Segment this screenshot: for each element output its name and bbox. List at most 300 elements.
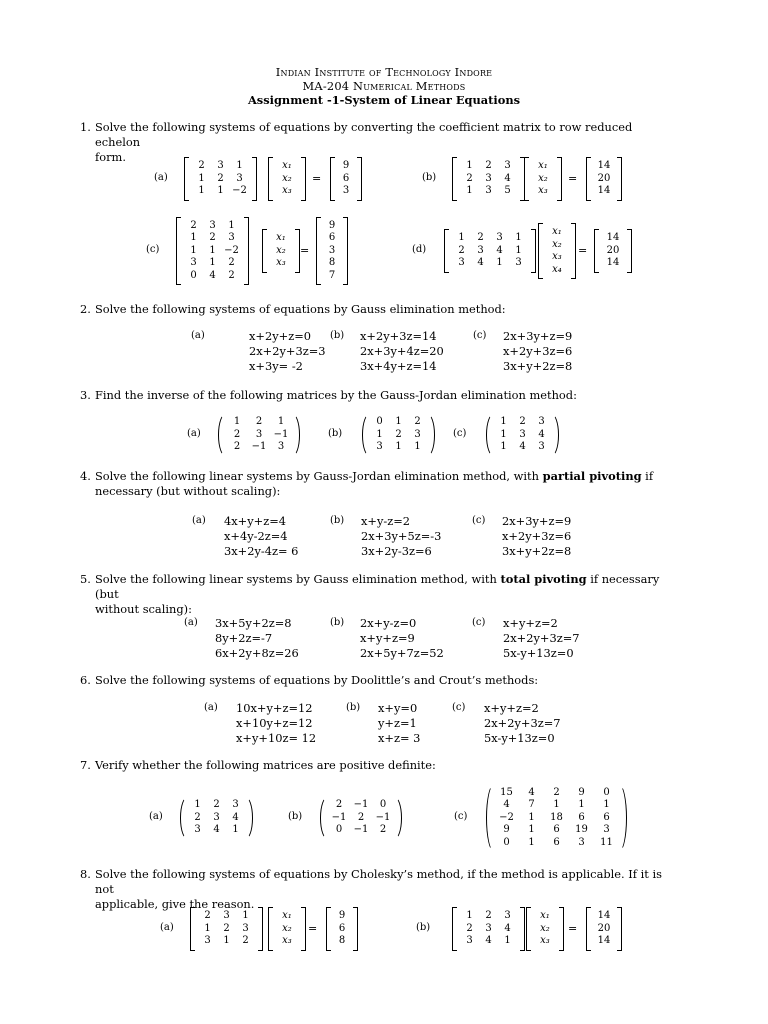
vector-entry: 14 — [597, 935, 611, 947]
coefficient-matrix — [444, 229, 536, 273]
matrix-entry: 0 — [379, 799, 387, 811]
variable: x₃ — [552, 251, 562, 262]
equation: 6x+2y+8z=26 — [215, 646, 299, 660]
matrix-entry: 2 — [233, 441, 241, 453]
variable: x₂ — [276, 244, 286, 256]
matrix-entry: 3 — [228, 232, 235, 244]
matrix-a — [218, 413, 300, 457]
institute-name: Indian Institute of Technology Indore — [275, 65, 493, 79]
label-a: (a) — [204, 702, 218, 713]
matrix-entry: 1 — [603, 799, 610, 811]
left-bracket — [320, 796, 328, 840]
label-b: (b) — [330, 330, 345, 341]
matrix-entry: 18 — [550, 811, 563, 823]
equation: 2x+3y+4z=20 — [360, 344, 444, 358]
rhs-vector — [586, 907, 622, 951]
label-c: (c) — [452, 702, 466, 713]
equation: y+z=1 — [378, 716, 417, 730]
matrix-entry: 1 — [209, 244, 216, 256]
q5-system-a — [215, 616, 299, 661]
label-b: (b) — [422, 172, 437, 183]
question-text: Verify whether the following matrices are positive definite: — [95, 758, 436, 772]
equals-sign: = — [578, 244, 588, 257]
equation: 2x+3y+5z=-3 — [361, 529, 442, 543]
label-a: (a) — [154, 172, 168, 183]
matrix-b — [362, 413, 435, 457]
equation: 5x-y+13z=0 — [484, 731, 555, 745]
matrix-entry: 4 — [213, 824, 220, 836]
matrix-entry: 1 — [414, 441, 421, 453]
matrix-entry: 1 — [190, 232, 197, 244]
matrix-entry: 6 — [578, 811, 585, 823]
variable: x₁ — [276, 232, 286, 244]
question-number: 3. — [80, 388, 91, 402]
coefficient-matrix — [452, 907, 525, 951]
question-text: Solve the following systems of equations by converting the coefficient matrix to row reduced echelon — [95, 120, 633, 149]
left-bracket — [180, 796, 188, 840]
variable: x₁ — [282, 160, 292, 172]
q5-system-b — [360, 616, 444, 661]
matrix-entry: −1 — [353, 824, 369, 836]
vector-entry: 8 — [328, 257, 336, 269]
matrix-entry: 1 — [466, 910, 473, 922]
matrix-entry: 3 — [485, 172, 492, 184]
equation: 3x+y+2z=8 — [502, 544, 572, 558]
matrix-entry: 1 — [528, 824, 535, 836]
question-number: 5. — [80, 572, 91, 586]
matrix-entry: 3 — [236, 172, 243, 184]
matrix-entry: 15 — [500, 786, 513, 798]
equation: x+y+z=2 — [484, 701, 539, 715]
question-8 — [80, 867, 680, 912]
left-bracket — [538, 223, 543, 279]
matrix-entry: 4 — [519, 441, 526, 453]
left-bracket — [184, 157, 189, 201]
equation: 4x+y+z=4 — [224, 514, 286, 528]
vector-entry: 14 — [606, 232, 620, 244]
unknowns-vector — [524, 157, 562, 201]
coefficient-matrix — [176, 217, 249, 286]
label-a: (a) — [192, 515, 206, 526]
equation: 5x-y+13z=0 — [503, 646, 574, 660]
question-3 — [80, 388, 680, 403]
matrix-entry: 3 — [190, 257, 197, 269]
equation: 2x+3y+z=9 — [503, 329, 573, 343]
matrix-entry: 1 — [376, 428, 383, 440]
left-bracket — [452, 907, 457, 951]
variable: x₃ — [282, 185, 292, 197]
left-bracket — [486, 413, 494, 457]
question-text: if — [641, 469, 654, 483]
left-bracket — [316, 217, 321, 286]
matrix-entry: 3 — [204, 935, 211, 947]
matrix-entry: 1 — [515, 232, 522, 244]
left-bracket — [586, 157, 591, 201]
matrix-entry: 2 — [466, 172, 473, 184]
right-bracket — [619, 784, 627, 853]
matrix-entry: 1 — [217, 185, 224, 197]
question-number: 2. — [80, 302, 91, 316]
label-a: (a) — [149, 811, 163, 822]
matrix-entry: 2 — [255, 416, 263, 428]
unknowns-vector — [262, 229, 300, 273]
matrix-entry: −1 — [331, 811, 347, 823]
matrix-entry: 3 — [458, 257, 465, 269]
equals-sign: = — [312, 172, 322, 185]
unknowns-vector — [268, 907, 306, 951]
matrix-entry: 2 — [519, 416, 526, 428]
left-bracket — [268, 157, 273, 201]
matrix-c — [486, 784, 627, 853]
matrix-entry: 1 — [500, 441, 507, 453]
matrix-entry: 2 — [209, 232, 216, 244]
matrix-entry: 0 — [376, 416, 383, 428]
question-number: 6. — [80, 673, 91, 687]
matrix-entry: 3 — [578, 836, 585, 848]
question-text: Solve the following linear systems by Gauss elimination method, with — [95, 572, 501, 586]
left-bracket — [486, 784, 494, 853]
matrix-c — [486, 413, 559, 457]
question-number: 4. — [80, 469, 91, 483]
matrix-entry: 4 — [209, 269, 216, 281]
equals-sign: = — [300, 244, 310, 257]
label-c: (c) — [472, 617, 486, 628]
variable: x₂ — [552, 238, 562, 250]
matrix-entry: 1 — [204, 922, 211, 934]
course-title: MA-204 Numerical Methods — [302, 79, 466, 93]
vector-entry: 9 — [338, 910, 346, 922]
matrix-entry: 3 — [466, 935, 473, 947]
label-c: (c) — [472, 515, 486, 526]
matrix-entry: 3 — [519, 428, 526, 440]
matrix-entry: 5 — [504, 185, 511, 197]
label-b: (b) — [330, 617, 345, 628]
matrix-entry: 3 — [255, 428, 263, 440]
matrix-entry: 3 — [213, 811, 220, 823]
matrix-entry: 3 — [538, 416, 545, 428]
equation: 2x+2y+3z=7 — [484, 716, 561, 730]
emphasis: total pivoting — [500, 572, 587, 586]
matrix-entry: 2 — [198, 160, 205, 172]
matrix-entry: 4 — [496, 244, 503, 256]
matrix-entry: 0 — [190, 269, 197, 281]
matrix-entry: 4 — [504, 922, 511, 934]
right-bracket — [627, 229, 632, 273]
q6-system-b — [378, 701, 420, 746]
matrix-entry: 3 — [217, 160, 224, 172]
variable: x₂ — [540, 922, 550, 934]
matrix-entry: 3 — [538, 441, 545, 453]
right-bracket — [353, 907, 358, 951]
equals-sign: = — [568, 922, 578, 935]
matrix-entry: 1 — [277, 416, 285, 428]
vector-entry: 6 — [338, 922, 346, 934]
matrix-entry: 1 — [458, 232, 465, 244]
right-bracket — [557, 157, 562, 201]
matrix-b — [320, 796, 402, 840]
vector-entry: 14 — [606, 257, 620, 269]
matrix-entry: 19 — [575, 824, 588, 836]
question-text: applicable, give the reason. — [95, 897, 255, 911]
unknowns-vector — [538, 223, 576, 279]
question-5 — [80, 572, 680, 617]
question-text: Solve the following systems of equations by Gauss elimination method: — [95, 302, 506, 316]
variable: x₁ — [552, 226, 562, 237]
matrix-entry: 7 — [528, 799, 535, 811]
matrix-entry: 1 — [528, 836, 535, 848]
matrix-entry: 0 — [335, 824, 343, 836]
matrix-entry: 4 — [528, 786, 535, 798]
matrix-entry: 3 — [485, 922, 492, 934]
variable: x₃ — [282, 935, 292, 947]
matrix-entry: 2 — [485, 160, 492, 172]
matrix-entry: 1 — [194, 799, 201, 811]
matrix-entry: 6 — [603, 811, 610, 823]
matrix-entry: 2 — [395, 428, 402, 440]
matrix-entry: 2 — [357, 811, 365, 823]
matrix-entry: 2 — [485, 910, 492, 922]
matrix-entry: 3 — [242, 922, 249, 934]
right-bracket — [244, 217, 249, 286]
vector-entry: 20 — [606, 244, 620, 256]
variable: x₃ — [538, 185, 548, 197]
matrix-entry: 3 — [209, 219, 216, 231]
label-b: (b) — [288, 811, 303, 822]
left-bracket — [586, 907, 591, 951]
left-bracket — [444, 229, 449, 273]
matrix-entry: 4 — [232, 811, 239, 823]
matrix-entry: 1 — [190, 244, 197, 256]
equation: 3x+5y+2z=8 — [215, 616, 292, 630]
matrix-entry: 1 — [242, 910, 249, 922]
matrix-entry: 4 — [503, 799, 510, 811]
question-number: 7. — [80, 758, 91, 772]
left-bracket — [526, 907, 531, 951]
equation: x+2y+3z=6 — [503, 344, 573, 358]
question-text: Find the inverse of the following matrices by the Gauss-Jordan elimination method: — [95, 388, 577, 402]
right-bracket — [559, 907, 564, 951]
matrix-entry: 2 — [223, 922, 230, 934]
equation: 8y+2z=-7 — [215, 631, 273, 645]
left-bracket — [268, 907, 273, 951]
equation: 2x+5y+7z=52 — [360, 646, 444, 660]
question-number: 1. — [80, 120, 91, 134]
label-b: (b) — [328, 428, 343, 439]
right-bracket — [245, 796, 253, 840]
matrix-entry: −1 — [251, 441, 267, 453]
right-bracket — [617, 157, 622, 201]
variable: x₄ — [552, 263, 562, 275]
matrix-entry: 2 — [228, 269, 235, 281]
matrix-entry: 2 — [335, 799, 343, 811]
left-bracket — [452, 157, 457, 201]
left-bracket — [362, 413, 370, 457]
equation: x+2y+3z=6 — [502, 529, 572, 543]
matrix-entry: 1 — [466, 185, 473, 197]
matrix-entry: −1 — [353, 799, 369, 811]
matrix-entry: 2 — [204, 910, 211, 922]
matrix-entry: 3 — [376, 441, 383, 453]
matrix-entry: 1 — [228, 219, 235, 231]
equation: 2x+2y+3z=7 — [503, 631, 580, 645]
label-d: (d) — [412, 244, 427, 255]
matrix-entry: 2 — [190, 219, 197, 231]
rhs-vector — [330, 157, 362, 201]
matrix-entry: 3 — [414, 428, 421, 440]
q5-system-c — [503, 616, 579, 661]
right-bracket — [617, 907, 622, 951]
emphasis: partial pivoting — [542, 469, 642, 483]
label-a: (a) — [191, 330, 205, 341]
equation: x+10y+z=12 — [236, 716, 313, 730]
q2-system-c — [503, 329, 572, 374]
vector-entry: 14 — [597, 185, 611, 197]
vector-entry: 3 — [342, 185, 350, 197]
equation: 3x+y+2z=8 — [503, 359, 573, 373]
matrix-entry: 9 — [578, 786, 585, 798]
matrix-entry: −2 — [499, 811, 514, 823]
equation: x+y+z=9 — [360, 631, 415, 645]
matrix-entry: 2 — [228, 257, 235, 269]
q4-system-a — [224, 514, 298, 559]
coefficient-matrix — [184, 157, 257, 201]
rhs-vector — [586, 157, 622, 201]
right-bracket — [301, 157, 306, 201]
vector-entry: 9 — [328, 219, 336, 231]
variable: x₁ — [540, 910, 550, 922]
label-b: (b) — [346, 702, 361, 713]
left-bracket — [190, 907, 195, 951]
left-bracket — [326, 907, 331, 951]
label-c: (c) — [453, 428, 467, 439]
equation: 3x+2y-4z= 6 — [224, 544, 299, 558]
matrix-entry: −1 — [375, 811, 391, 823]
rhs-vector — [594, 229, 632, 273]
matrix-entry: 11 — [600, 836, 613, 848]
matrix-entry: 3 — [603, 824, 610, 836]
matrix-entry: 9 — [503, 824, 510, 836]
q4-system-c — [502, 514, 571, 559]
matrix-entry: 1 — [395, 441, 402, 453]
matrix-entry: 3 — [477, 244, 484, 256]
equation: x+2y+z=0 — [249, 329, 311, 343]
matrix-entry: −1 — [273, 428, 289, 440]
left-bracket — [524, 157, 529, 201]
variable: x₃ — [540, 935, 550, 947]
question-number: 8. — [80, 867, 91, 881]
left-bracket — [262, 229, 267, 273]
matrix-entry: 3 — [515, 257, 522, 269]
label-a: (a) — [184, 617, 198, 628]
question-text: if necessary (but — [95, 572, 660, 601]
right-bracket — [343, 217, 348, 286]
matrix-entry: 3 — [496, 232, 503, 244]
matrix-entry: 1 — [233, 416, 241, 428]
vector-entry: 3 — [328, 244, 336, 256]
matrix-entry: 3 — [504, 160, 511, 172]
variable: x₃ — [276, 257, 286, 269]
right-bracket — [301, 907, 306, 951]
equation: x+z= 3 — [378, 731, 421, 745]
equation: 10x+y+z=12 — [236, 701, 313, 715]
matrix-entry: −2 — [224, 244, 239, 256]
variable: x₁ — [538, 160, 548, 172]
question-text: form. — [95, 150, 126, 164]
matrix-entry: 2 — [466, 922, 473, 934]
q4-system-b — [361, 514, 441, 559]
matrix-a — [180, 796, 253, 840]
variable: x₂ — [282, 922, 292, 934]
question-text: Solve the following systems of equations by Doolittle’s and Crout’s methods: — [95, 673, 539, 687]
q6-system-a — [236, 701, 316, 746]
matrix-entry: 1 — [578, 799, 585, 811]
matrix-entry: 2 — [414, 416, 421, 428]
question-text: necessary (but without scaling): — [95, 484, 281, 498]
q2-system-b — [360, 329, 444, 374]
rhs-vector — [316, 217, 348, 286]
vector-entry: 8 — [338, 935, 346, 947]
matrix-entry: 1 — [500, 428, 507, 440]
unknowns-vector — [268, 157, 306, 201]
label-a: (a) — [160, 922, 174, 933]
equation: x+y+10z= 12 — [236, 731, 317, 745]
matrix-entry: 2 — [553, 786, 560, 798]
matrix-entry: 1 — [500, 416, 507, 428]
matrix-entry: 1 — [466, 160, 473, 172]
vector-entry: 6 — [328, 232, 336, 244]
rhs-vector — [326, 907, 358, 951]
matrix-entry: 6 — [553, 836, 560, 848]
question-4 — [80, 469, 680, 499]
right-bracket — [292, 413, 300, 457]
matrix-entry: 1 — [515, 244, 522, 256]
label-c: (c) — [454, 811, 468, 822]
matrix-entry: 2 — [242, 935, 249, 947]
right-bracket — [571, 223, 576, 279]
q6-system-c — [484, 701, 560, 746]
q2-system-a — [249, 329, 325, 374]
vector-entry: 7 — [328, 269, 336, 281]
right-bracket — [394, 796, 402, 840]
matrix-entry: 2 — [194, 811, 201, 823]
matrix-entry: 4 — [538, 428, 545, 440]
matrix-entry: 1 — [198, 172, 205, 184]
right-bracket — [531, 229, 536, 273]
vector-entry: 20 — [597, 922, 611, 934]
matrix-entry: 2 — [217, 172, 224, 184]
left-bracket — [330, 157, 335, 201]
vector-entry: 20 — [597, 172, 611, 184]
unknowns-vector — [526, 907, 564, 951]
matrix-entry: 1 — [198, 185, 205, 197]
matrix-entry: 3 — [504, 910, 511, 922]
matrix-entry: 3 — [232, 799, 239, 811]
matrix-entry: 2 — [379, 824, 387, 836]
question-text: Solve the following systems of equations by Cholesky’s method, if the method is applicable. If it is not — [95, 867, 662, 896]
question-text: without scaling): — [95, 602, 192, 616]
equation: x+y+z=2 — [503, 616, 558, 630]
matrix-entry: 3 — [194, 824, 201, 836]
left-bracket — [176, 217, 181, 286]
matrix-entry: 4 — [485, 935, 492, 947]
right-bracket — [551, 413, 559, 457]
left-bracket — [218, 413, 226, 457]
matrix-entry: 1 — [236, 160, 243, 172]
equation: 2x+y-z=0 — [360, 616, 417, 630]
matrix-entry: 1 — [496, 257, 503, 269]
label-b: (b) — [330, 515, 345, 526]
vector-entry: 6 — [342, 172, 350, 184]
